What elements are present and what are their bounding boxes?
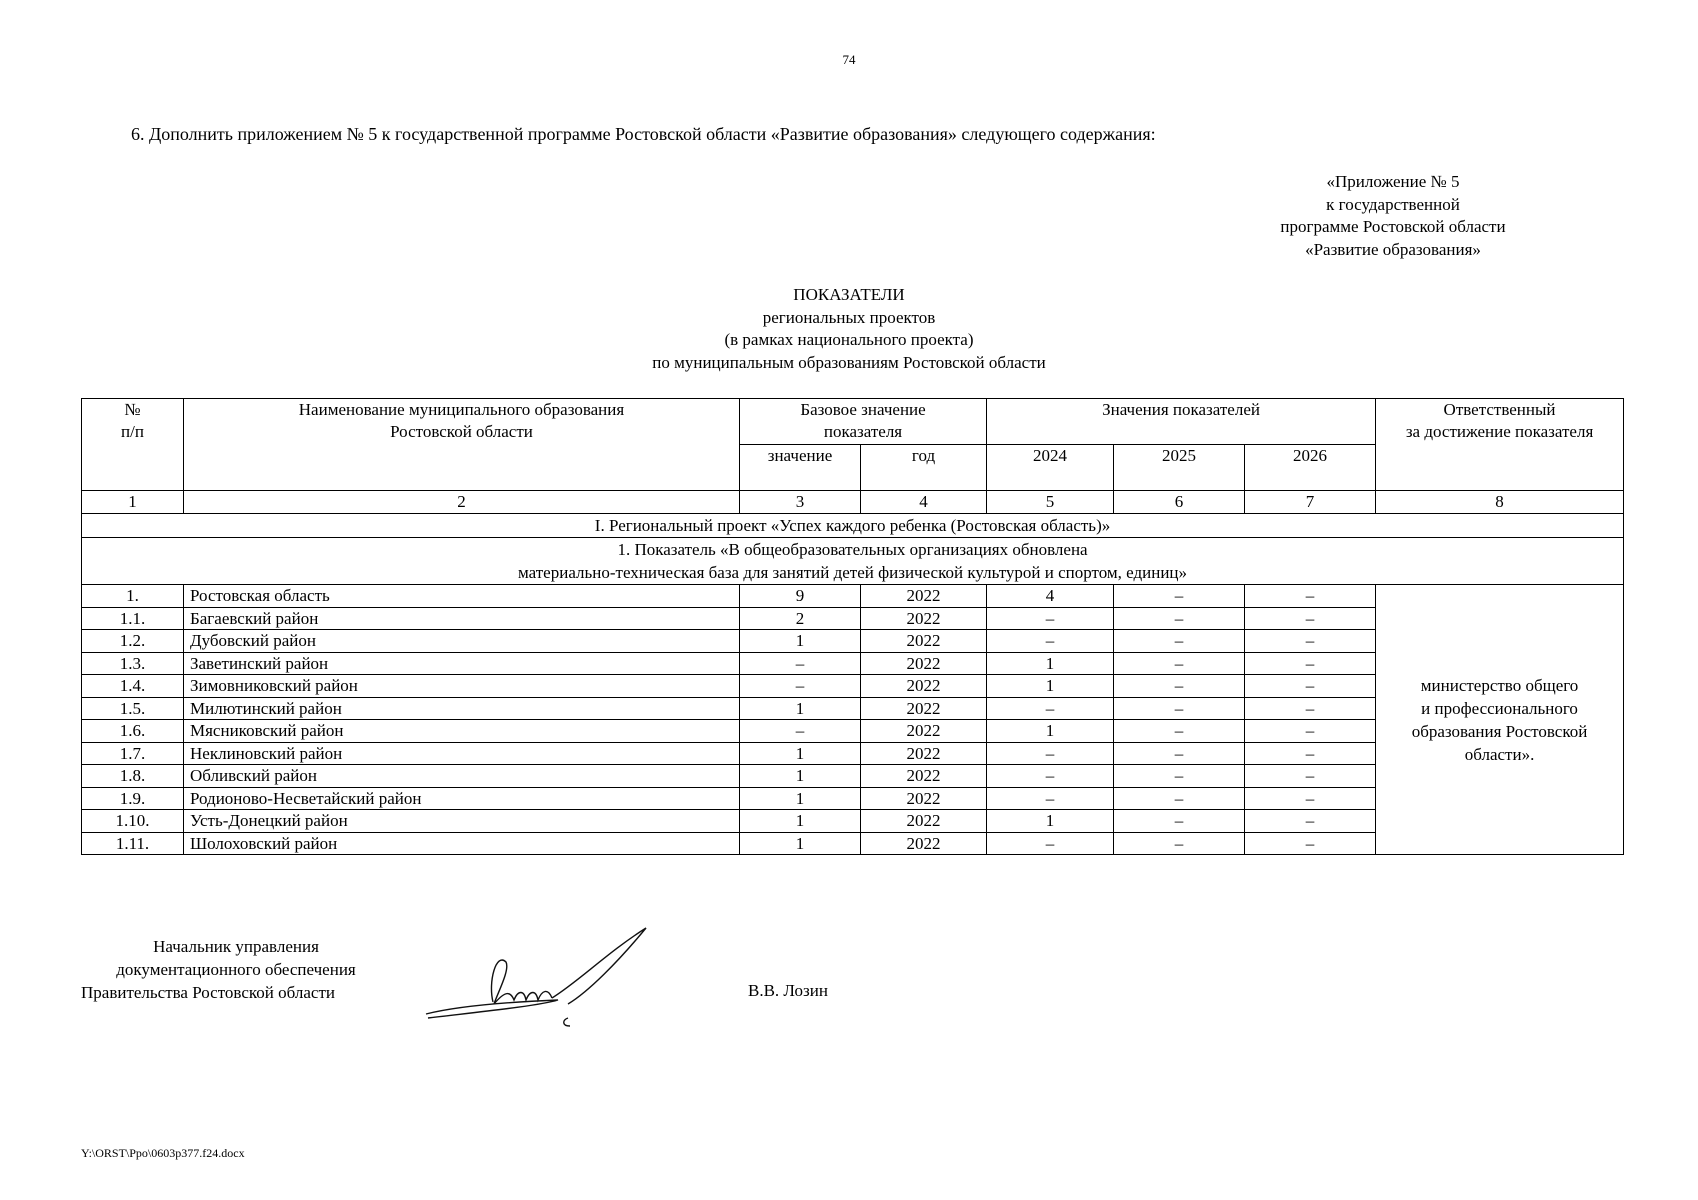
- heading-title: ПОКАЗАТЕЛИ: [793, 285, 905, 304]
- base-value: 1: [740, 810, 861, 833]
- base-value: 1: [740, 697, 861, 720]
- value-2026: –: [1245, 630, 1376, 653]
- intro-text: 6. Дополнить приложением № 5 к государственной программе Ростовской области «Развитие образования» следующего содержания:: [131, 124, 1156, 144]
- responsible-line: и профессионального: [1421, 698, 1578, 718]
- column-numbers-row: [82, 491, 1624, 514]
- base-value: 1: [740, 765, 861, 788]
- page-number: 74: [842, 52, 856, 67]
- signer-name: В.В. Лозин: [748, 981, 828, 1000]
- heading-line: по муниципальным образованиям Ростовской области: [652, 352, 1046, 372]
- base-year: 2022: [861, 832, 987, 855]
- header-2025: 2025: [1114, 445, 1245, 491]
- base-value: –: [740, 652, 861, 675]
- district-name: Мясниковский район: [184, 720, 740, 743]
- indicator-row: [82, 538, 1624, 585]
- base-value: 2: [740, 607, 861, 630]
- value-2024: –: [987, 630, 1114, 653]
- signature-position: Начальник управления: [153, 937, 319, 956]
- responsible-line: области».: [1464, 744, 1535, 764]
- header-name: [184, 399, 740, 491]
- appendix-reference: [1170, 171, 1616, 261]
- header-name-label: Ростовской области: [390, 421, 533, 441]
- value-2025: –: [1114, 810, 1245, 833]
- row-number: 1.9.: [82, 787, 184, 810]
- header-num: [82, 399, 184, 491]
- header-row: [82, 399, 1624, 445]
- value-2025: –: [1114, 742, 1245, 765]
- value-2025: –: [1114, 765, 1245, 788]
- district-name: Неклиновский район: [184, 742, 740, 765]
- column-number: 1: [82, 491, 184, 514]
- base-year: 2022: [861, 697, 987, 720]
- column-number: 6: [1114, 491, 1245, 514]
- value-2026: –: [1245, 832, 1376, 855]
- indicator-line: 1. Показатель «В общеобразовательных организациях обновлена: [617, 540, 1088, 559]
- row-number: 1.: [82, 585, 184, 608]
- section-title: I. Региональный проект «Успех каждого ребенка (Ростовская область)»: [82, 514, 1624, 538]
- base-value: 9: [740, 585, 861, 608]
- value-2026: –: [1245, 810, 1376, 833]
- section-row: [82, 514, 1624, 538]
- base-value: 1: [740, 630, 861, 653]
- header-resp-label: за достижение показателя: [1405, 421, 1594, 441]
- indicator-line: материально-техническая база для занятий детей физической культурой и спортом, единиц»: [518, 563, 1188, 582]
- base-value: –: [740, 675, 861, 698]
- base-year: 2022: [861, 585, 987, 608]
- row-number: 1.4.: [82, 675, 184, 698]
- value-2025: –: [1114, 652, 1245, 675]
- value-2024: –: [987, 832, 1114, 855]
- row-number: 1.7.: [82, 742, 184, 765]
- column-number: 4: [861, 491, 987, 514]
- header-2024: 2024: [987, 445, 1114, 491]
- value-2026: –: [1245, 652, 1376, 675]
- base-year: 2022: [861, 765, 987, 788]
- base-value: –: [740, 720, 861, 743]
- value-2025: –: [1114, 607, 1245, 630]
- appendix-line: программе Ростовской области: [1280, 217, 1506, 236]
- value-2024: 1: [987, 675, 1114, 698]
- value-2024: –: [987, 765, 1114, 788]
- signature-position: документационного обеспечения: [116, 960, 356, 979]
- row-number: 1.5.: [82, 697, 184, 720]
- table-row: [82, 585, 1624, 608]
- header-2026: 2026: [1245, 445, 1376, 491]
- row-number: 1.1.: [82, 607, 184, 630]
- value-2026: –: [1245, 765, 1376, 788]
- document-heading: [0, 284, 1698, 374]
- district-name: Дубовский район: [184, 630, 740, 653]
- value-2024: –: [987, 607, 1114, 630]
- base-year: 2022: [861, 675, 987, 698]
- heading-line: региональных проектов: [762, 307, 936, 327]
- row-number: 1.8.: [82, 765, 184, 788]
- value-2024: 1: [987, 810, 1114, 833]
- row-number: 1.3.: [82, 652, 184, 675]
- appendix-line: «Развитие образования»: [1305, 239, 1481, 259]
- signature-position: Правительства Ростовской области: [81, 983, 335, 1002]
- district-name: Зимовниковский район: [184, 675, 740, 698]
- value-2024: –: [987, 787, 1114, 810]
- base-value: 1: [740, 787, 861, 810]
- value-2024: 1: [987, 652, 1114, 675]
- base-year: 2022: [861, 742, 987, 765]
- header-num-label: п/п: [121, 421, 144, 441]
- header-num-label: №: [124, 400, 141, 419]
- header-base-label: показателя: [823, 421, 903, 441]
- column-number: 2: [184, 491, 740, 514]
- header-responsible: [1376, 399, 1624, 491]
- column-number: 5: [987, 491, 1114, 514]
- value-2026: –: [1245, 697, 1376, 720]
- value-2025: –: [1114, 832, 1245, 855]
- value-2025: –: [1114, 720, 1245, 743]
- value-2026: –: [1245, 742, 1376, 765]
- base-year: 2022: [861, 810, 987, 833]
- header-base-year: год: [861, 445, 987, 491]
- value-2026: –: [1245, 585, 1376, 608]
- district-name: Ростовская область: [184, 585, 740, 608]
- value-2024: 4: [987, 585, 1114, 608]
- data-rows: [82, 585, 1624, 855]
- value-2024: 1: [987, 720, 1114, 743]
- value-2025: –: [1114, 675, 1245, 698]
- signature-block: [81, 935, 391, 1004]
- district-name: Шолоховский район: [184, 832, 740, 855]
- base-year: 2022: [861, 652, 987, 675]
- district-name: Родионово-Несветайский район: [184, 787, 740, 810]
- header-name-label: Наименование муниципального образования: [298, 400, 625, 419]
- appendix-line: «Приложение № 5: [1326, 172, 1460, 191]
- base-year: 2022: [861, 607, 987, 630]
- base-year: 2022: [861, 787, 987, 810]
- value-2025: –: [1114, 697, 1245, 720]
- district-name: Багаевский район: [184, 607, 740, 630]
- appendix-line: к государственной: [1326, 194, 1460, 214]
- value-2025: –: [1114, 585, 1245, 608]
- row-number: 1.6.: [82, 720, 184, 743]
- value-2026: –: [1245, 675, 1376, 698]
- header-base-value: значение: [740, 445, 861, 491]
- responsible-line: министерство общего: [1420, 675, 1579, 695]
- header-base: [740, 399, 987, 445]
- responsible-body: [1376, 585, 1624, 855]
- indicator-title: [82, 538, 1624, 585]
- file-path: Y:\ORST\Ppo\0603p377.f24.docx: [81, 1146, 245, 1160]
- responsible-line: образования Ростовской: [1411, 721, 1588, 741]
- district-name: Заветинский район: [184, 652, 740, 675]
- header-values: Значения показателей: [987, 399, 1376, 445]
- column-number: 8: [1376, 491, 1624, 514]
- base-value: 1: [740, 832, 861, 855]
- header-resp-label: Ответственный: [1443, 400, 1556, 419]
- heading-line: (в рамках национального проекта): [724, 330, 974, 349]
- value-2025: –: [1114, 630, 1245, 653]
- column-number: 3: [740, 491, 861, 514]
- base-year: 2022: [861, 630, 987, 653]
- value-2026: –: [1245, 720, 1376, 743]
- district-name: Милютинский район: [184, 697, 740, 720]
- row-number: 1.11.: [82, 832, 184, 855]
- district-name: Усть-Донецкий район: [184, 810, 740, 833]
- value-2026: –: [1245, 607, 1376, 630]
- base-value: 1: [740, 742, 861, 765]
- indicators-table: [81, 398, 1624, 855]
- column-number: 7: [1245, 491, 1376, 514]
- row-number: 1.2.: [82, 630, 184, 653]
- row-number: 1.10.: [82, 810, 184, 833]
- value-2025: –: [1114, 787, 1245, 810]
- value-2026: –: [1245, 787, 1376, 810]
- value-2024: –: [987, 697, 1114, 720]
- value-2024: –: [987, 742, 1114, 765]
- header-base-label: Базовое значение: [800, 400, 926, 419]
- handwritten-signature: [418, 922, 658, 1032]
- district-name: Обливский район: [184, 765, 740, 788]
- base-year: 2022: [861, 720, 987, 743]
